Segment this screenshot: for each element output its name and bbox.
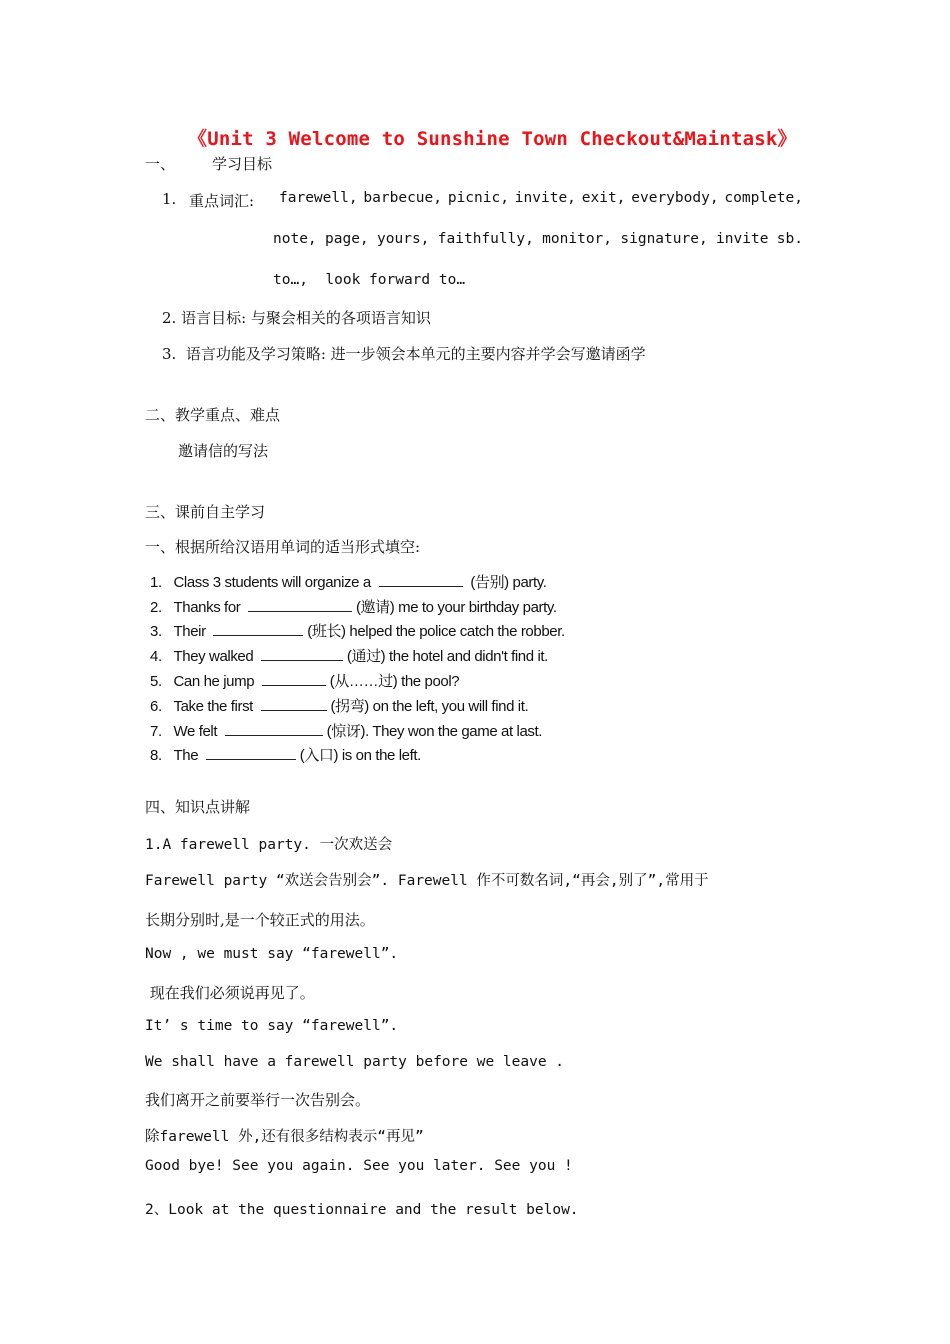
exercise-number: 3. bbox=[150, 623, 162, 640]
answer-blank[interactable] bbox=[248, 598, 352, 612]
exercise-text-after: . They won the game at last. bbox=[365, 723, 543, 740]
exercise-text-before: They walked bbox=[173, 648, 254, 665]
exercise-hint: (告别) bbox=[470, 574, 509, 591]
section-1-heading: 学习目标 bbox=[212, 155, 273, 173]
note-1-title: 1.A farewell party. 一次欢送会 bbox=[145, 837, 393, 853]
example-translation: 我们离开之前要举行一次告别会。 bbox=[145, 1091, 371, 1109]
exercise-hint: (从……过) bbox=[329, 673, 398, 690]
answer-blank[interactable] bbox=[262, 672, 326, 686]
vocab-word: picnic, bbox=[447, 190, 509, 206]
vocab-word: sb. bbox=[776, 231, 803, 247]
example-goodbye-phrases: Good bye! See you again. See you later. See you ! bbox=[145, 1158, 573, 1174]
exercise-text-after: on the left, you will find it. bbox=[368, 698, 529, 715]
exercise-number: 6. bbox=[150, 698, 162, 715]
answer-blank[interactable] bbox=[379, 573, 463, 587]
exercise-item bbox=[150, 670, 459, 691]
exercise-hint: (拐弯) bbox=[330, 698, 369, 715]
exercise-text-after: helped the police catch the robber. bbox=[345, 623, 565, 640]
exercise-text-after: party. bbox=[508, 574, 547, 591]
exercise-item bbox=[150, 571, 547, 592]
exercise-number: 8. bbox=[150, 747, 162, 764]
vocab-line-3: to…, look forward to… bbox=[273, 272, 466, 288]
answer-blank[interactable] bbox=[225, 722, 323, 736]
section-2-content: 邀请信的写法 bbox=[178, 442, 269, 460]
exercise-number: 1. bbox=[150, 574, 162, 591]
vocab-word: invite bbox=[716, 231, 769, 247]
vocab-word: yours, bbox=[377, 231, 430, 247]
vocab-word: farewell, bbox=[279, 190, 358, 206]
exercise-text-before: Their bbox=[173, 623, 206, 640]
section-4-heading: 四、知识点讲解 bbox=[145, 798, 251, 816]
answer-blank[interactable] bbox=[206, 746, 296, 760]
example-sentence: Now , we must say “farewell”. bbox=[145, 946, 399, 962]
section-1-number: 一、 bbox=[145, 155, 176, 173]
vocab-word: barbecue, bbox=[363, 190, 442, 206]
exercise-text-before: The bbox=[173, 747, 199, 764]
vocab-word: faithfully, bbox=[437, 231, 534, 247]
exercise-item bbox=[150, 744, 421, 765]
item-1-label: 重点词汇: bbox=[189, 192, 255, 210]
section-2-heading: 二、教学重点、难点 bbox=[145, 406, 281, 424]
note-2-title: 2、Look at the questionnaire and the result below. bbox=[145, 1202, 579, 1218]
note-1-explanation: Farewell party “欢送会告别会”. Farewell 作不可数名词,“再会,别了”,常用于 bbox=[145, 873, 709, 889]
answer-blank[interactable] bbox=[261, 647, 343, 661]
vocab-line-1 bbox=[279, 190, 803, 206]
vocab-word: monitor, bbox=[542, 231, 613, 247]
exercise-text-after: is on the left. bbox=[338, 747, 421, 764]
note-1-explanation-cont: 长期分别时,是一个较正式的用法。 bbox=[145, 911, 375, 929]
item-2: 2. 语言目标: 与聚会相关的各项语言知识 bbox=[162, 309, 431, 327]
vocab-word: invite, bbox=[514, 190, 576, 206]
exercise-number: 2. bbox=[150, 599, 162, 616]
section-3-heading: 三、课前自主学习 bbox=[145, 503, 266, 521]
vocab-line-2 bbox=[273, 231, 803, 247]
exercise-hint: (惊讶) bbox=[326, 723, 366, 740]
exercise-number: 5. bbox=[150, 673, 162, 690]
exercise-item bbox=[150, 720, 542, 741]
vocab-word: signature, bbox=[620, 231, 708, 247]
exercise-hint: (邀请) bbox=[355, 599, 395, 616]
exercise-hint: (班长) bbox=[307, 623, 346, 640]
document-title: 《Unit 3 Welcome to Sunshine Town Checkout&Maintask》 bbox=[188, 128, 797, 150]
exercise-item bbox=[150, 695, 528, 716]
example-sentence: We shall have a farewell party before we leave . bbox=[145, 1054, 565, 1070]
exercise-text-before: Class 3 students will organize a bbox=[173, 574, 371, 591]
vocab-word: exit, bbox=[581, 190, 626, 206]
exercise-item bbox=[150, 620, 565, 641]
vocab-word: everybody, bbox=[631, 190, 719, 206]
exercise-item bbox=[150, 596, 557, 617]
item-3: 3. 语言功能及学习策略: 进一步领会本单元的主要内容并学会写邀请函学 bbox=[162, 345, 646, 363]
exercise-number: 4. bbox=[150, 648, 162, 665]
exercise-text-before: Can he jump bbox=[173, 673, 255, 690]
example-sentence: It’ s time to say “farewell”. bbox=[145, 1018, 399, 1034]
item-1-number: 1. bbox=[162, 190, 177, 208]
exercise-text-after: the pool? bbox=[397, 673, 460, 690]
exercise-item bbox=[150, 645, 548, 666]
exercise-hint: (通过) bbox=[346, 648, 386, 665]
answer-blank[interactable] bbox=[261, 697, 327, 711]
exercise-text-before: We felt bbox=[173, 723, 218, 740]
exercise-number: 7. bbox=[150, 723, 162, 740]
exercise-text-after: the hotel and didn't find it. bbox=[385, 648, 548, 665]
exercise-text-before: Thanks for bbox=[173, 599, 241, 616]
exercise-text-after: me to your birthday party. bbox=[394, 599, 557, 616]
vocab-word: complete, bbox=[724, 190, 803, 206]
answer-blank[interactable] bbox=[213, 622, 303, 636]
note-farewell-alternatives: 除farewell 外,还有很多结构表示“再见” bbox=[145, 1129, 424, 1145]
vocab-word: note, bbox=[273, 231, 317, 247]
vocab-word: page, bbox=[325, 231, 369, 247]
exercise-text-before: Take the first bbox=[173, 698, 253, 715]
exercise-hint: (入口) bbox=[299, 747, 339, 764]
example-translation: 现在我们必须说再见了。 bbox=[145, 984, 315, 1002]
exercise-instruction: 一、根据所给汉语用单词的适当形式填空: bbox=[145, 538, 421, 556]
